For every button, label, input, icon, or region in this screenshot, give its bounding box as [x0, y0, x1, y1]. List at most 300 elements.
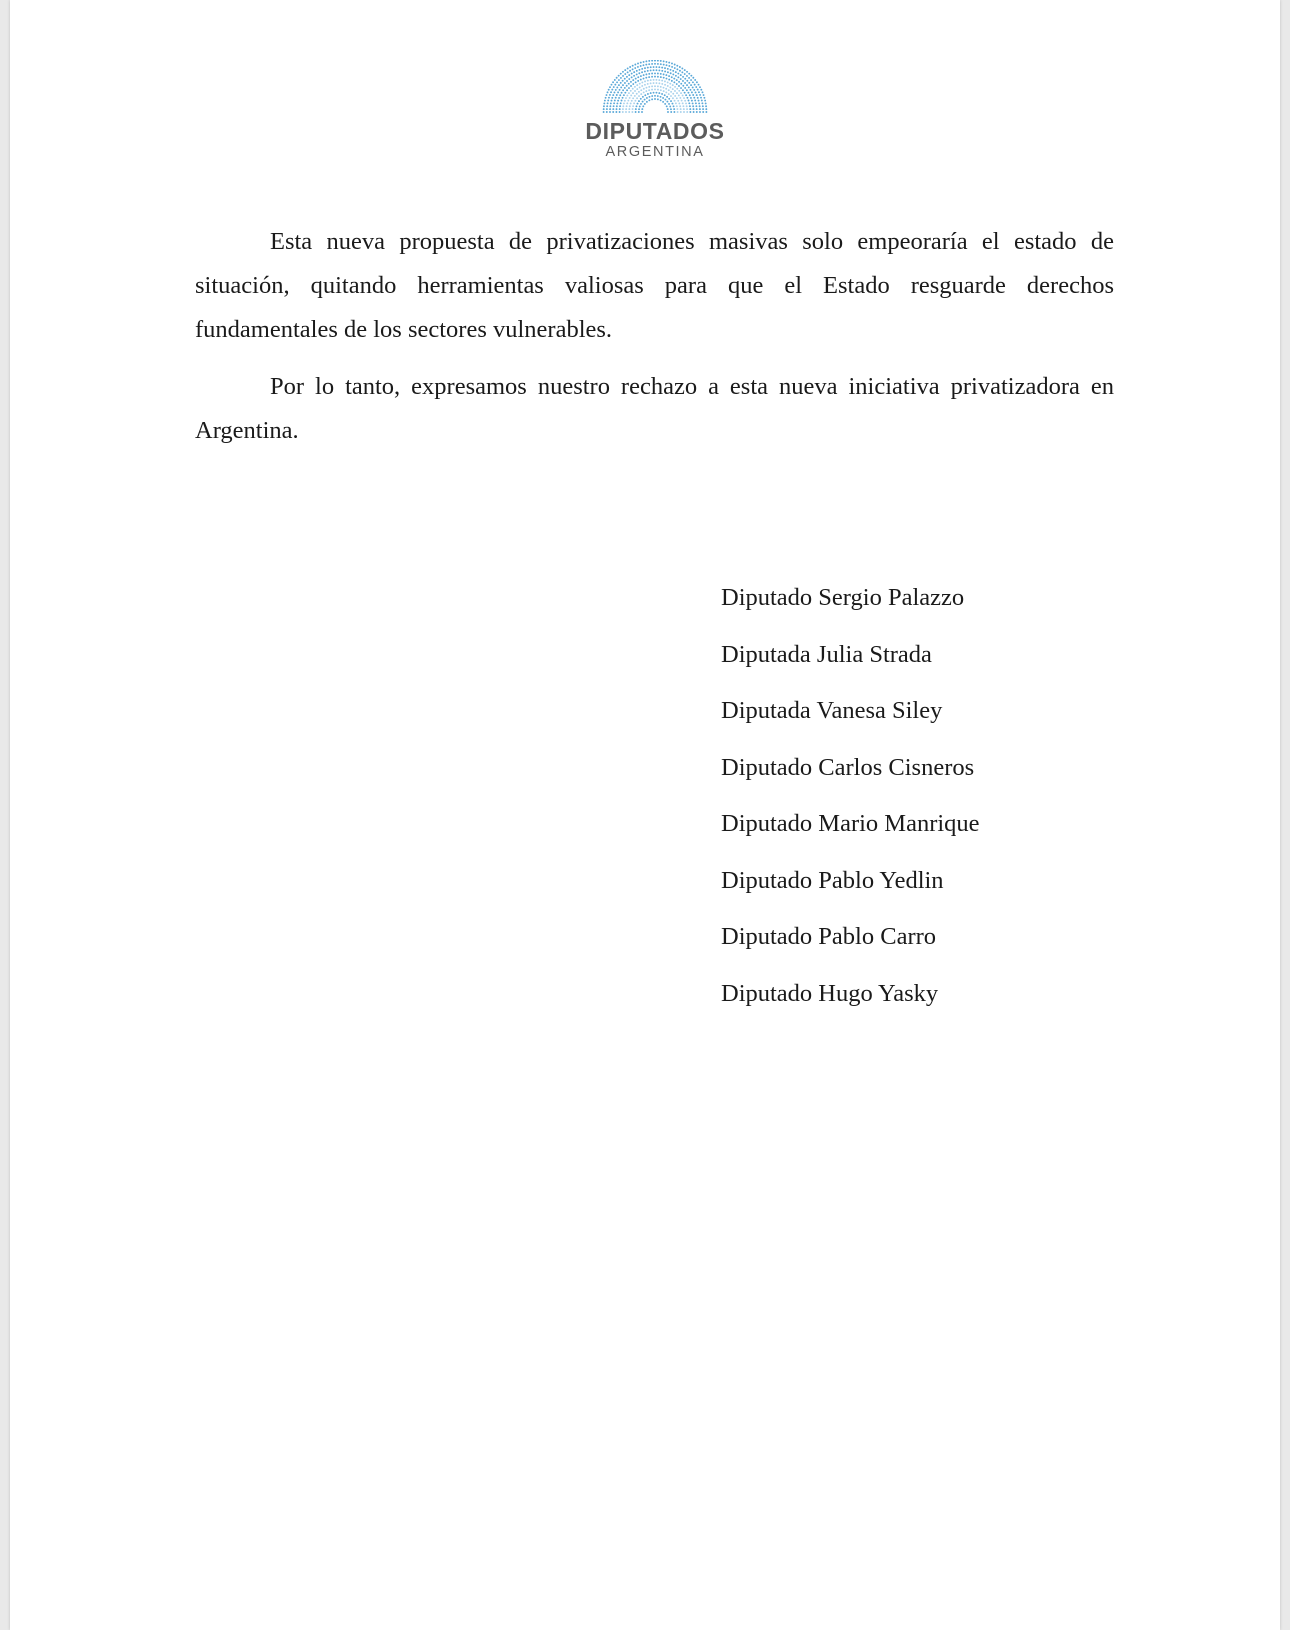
arc-dot [643, 61, 645, 63]
arc-dot [688, 73, 690, 75]
arc-dot [648, 99, 650, 101]
arc-dot [660, 73, 662, 75]
arc-dot [649, 96, 651, 98]
signature: Diputado Carlos Cisneros [721, 753, 975, 781]
paragraph: Esta nueva propuesta de privatizaciones masivas solo empeoraría el estado de situación, quitando herramientas valiosas para que el Estado resguarde derechos fundamentales de los sectores vulnerables. [195, 228, 1114, 343]
arc-dot [660, 76, 662, 78]
arc-dot [650, 69, 652, 71]
arc-dot [641, 68, 643, 70]
arc-dot [660, 63, 662, 65]
arc-dot [691, 100, 693, 102]
arc-dot [629, 66, 631, 68]
arc-dot [700, 97, 702, 99]
arc-dot [628, 87, 630, 89]
arc-dot [664, 99, 666, 101]
arc-dot [607, 91, 609, 93]
arc-dot [672, 70, 674, 72]
arc-dot [678, 85, 680, 87]
arc-dot [632, 108, 634, 110]
arc-dot [616, 77, 618, 79]
arc-dot [638, 108, 640, 110]
arc-dot [676, 79, 678, 81]
arc-dot [625, 108, 627, 110]
arc-dot [672, 103, 674, 105]
arc-dot [668, 62, 670, 64]
arc-dot [672, 73, 674, 75]
arc-dot [676, 92, 678, 94]
arc-dot [684, 73, 686, 75]
arc-dot [625, 97, 627, 99]
arc-dot [674, 95, 676, 97]
arc-dot [675, 75, 677, 77]
arc-dot [640, 79, 642, 81]
arc-dot [665, 61, 667, 63]
arc-dot [683, 111, 685, 113]
arc-dot [658, 69, 660, 71]
arc-dot [643, 91, 645, 93]
arc-dot [661, 70, 663, 72]
arc-dot [616, 87, 618, 89]
arc-dot [702, 111, 704, 113]
arc-dot [634, 67, 636, 69]
arc-dot [620, 102, 622, 104]
arc-dot [684, 69, 686, 71]
arc-dot [705, 102, 707, 104]
signature: Diputado Sergio Palazzo [721, 584, 965, 611]
arc-dot [681, 71, 683, 73]
arc-dot [704, 100, 706, 102]
arc-dot [619, 94, 621, 96]
arc-dot [629, 97, 631, 99]
arc-dot [678, 103, 680, 105]
arc-dot [679, 105, 681, 107]
arc-dot [628, 83, 630, 85]
arc-dot [632, 83, 634, 85]
arc-dot [656, 69, 658, 71]
arc-dot [626, 95, 628, 97]
arc-dot [680, 111, 682, 113]
arc-dot [682, 102, 684, 104]
arc-dot [674, 64, 676, 66]
arc-dot [613, 102, 615, 104]
arc-dot [695, 105, 697, 107]
arc-dot [686, 75, 688, 77]
arc-dot [622, 97, 624, 99]
arc-dot [692, 94, 694, 96]
arc-dot [694, 79, 696, 81]
arc-dot [624, 82, 626, 84]
arc-dot [675, 71, 677, 73]
arc-dot [696, 111, 698, 113]
arc-dot [673, 78, 675, 80]
arc-dot [650, 66, 652, 68]
arc-dot [651, 95, 653, 97]
arc-dot [661, 93, 663, 95]
arc-dot [643, 64, 645, 66]
arc-dot [663, 77, 665, 79]
arc-dot [676, 108, 678, 110]
arc-dot [622, 89, 624, 91]
arc-dot [617, 100, 619, 102]
arc-dot [680, 78, 682, 80]
arc-dot [645, 73, 647, 75]
arc-dot [653, 79, 655, 81]
arc-dot [619, 105, 621, 107]
arc-dot [644, 94, 646, 96]
arc-dot [624, 92, 626, 94]
arc-dot [638, 95, 640, 97]
arc-dot [656, 82, 658, 84]
arc-dot [646, 87, 648, 89]
arc-dot [675, 102, 677, 104]
arc-dot [631, 111, 633, 113]
arc-dot [640, 75, 642, 77]
arc-dot [623, 94, 625, 96]
arc-dot [669, 83, 671, 85]
arc-dot [667, 71, 669, 73]
arc-dot [664, 94, 666, 96]
arc-dot [686, 111, 688, 113]
arc-dot [685, 102, 687, 104]
paragraph: Por lo tanto, expresamos nuestro rechazo a esta nueva iniciativa privatizadora en Argentina. [195, 373, 1114, 444]
signature: Diputado Hugo Yasky [721, 979, 939, 1007]
arc-dot [689, 108, 691, 110]
arc-dot [668, 75, 670, 77]
arc-dot [676, 97, 678, 99]
arc-dot [642, 96, 644, 98]
arc-dot [632, 68, 634, 70]
arc-dot [688, 102, 690, 104]
arc-dot [609, 108, 611, 110]
arc-dot [686, 84, 688, 86]
arc-dot [679, 70, 681, 72]
arc-dot [686, 105, 688, 107]
arc-dot [653, 82, 655, 84]
arc-dot [662, 101, 664, 103]
arc-dot [666, 64, 668, 66]
arc-dot [626, 105, 628, 107]
arc-dot [678, 90, 680, 92]
arc-dot [651, 89, 653, 91]
arc-dot [648, 60, 650, 62]
arc-dot [622, 71, 624, 73]
arc-dot [664, 70, 666, 72]
arc-dot [622, 84, 624, 86]
arc-dot [679, 66, 681, 68]
arc-dot [612, 94, 614, 96]
arc-dot [678, 94, 680, 96]
arc-dot [614, 92, 616, 94]
arc-dot [678, 81, 680, 83]
arc-dot [686, 71, 688, 73]
arc-dot [651, 63, 653, 65]
signature: Diputado Mario Manrique [721, 810, 980, 837]
arc-dot [651, 60, 653, 62]
arc-dot [640, 93, 642, 95]
arc-dot [636, 73, 638, 75]
arc-dot [639, 69, 641, 71]
signature: Diputado Pablo Yedlin [721, 866, 944, 894]
arc-dot [664, 80, 666, 82]
arc-dot [660, 89, 662, 91]
arc-dot [663, 60, 665, 62]
arc-dot [693, 111, 695, 113]
arc-dot [650, 92, 652, 94]
arc-dot [695, 86, 697, 88]
arc-dot [622, 108, 624, 110]
arc-dot [647, 83, 649, 85]
arc-dot [606, 105, 608, 107]
arc-dot [638, 91, 640, 93]
arc-dot [645, 60, 647, 62]
arc-dot [628, 74, 630, 76]
arc-dot [682, 105, 684, 107]
arc-dot [639, 106, 641, 108]
arc-dot [682, 95, 684, 97]
arc-dot [660, 60, 662, 62]
arc-dot [631, 100, 633, 102]
arc-dot [616, 105, 618, 107]
arc-dot [638, 72, 640, 74]
arc-dot [676, 65, 678, 67]
arc-dot [626, 80, 628, 82]
arc-dot [682, 85, 684, 87]
arc-dot [680, 74, 682, 76]
arc-dot [689, 105, 691, 107]
parliament-arc-icon [600, 60, 710, 114]
signature: Diputado Pablo Carro [721, 923, 937, 950]
arc-dot [690, 84, 692, 86]
arc-dot [689, 94, 691, 96]
arc-dot [671, 80, 673, 82]
logo-title: DIPUTADOS [585, 118, 725, 144]
arc-dot [647, 80, 649, 82]
arc-dot [671, 63, 673, 65]
arc-dot [615, 97, 617, 99]
arc-dot [692, 102, 694, 104]
arc-dot [633, 102, 635, 104]
arc-dot [672, 93, 674, 95]
arc-dot [698, 91, 700, 93]
arc-dot [609, 94, 611, 96]
arc-dot [654, 85, 656, 87]
signature: Diputada Vanesa Siley [721, 697, 943, 724]
arc-dot [636, 97, 638, 99]
arc-dot [680, 83, 682, 85]
arc-dot [640, 103, 642, 105]
arc-dot [658, 92, 660, 94]
arc-dot [651, 73, 653, 75]
arc-dot [634, 100, 636, 102]
arc-dot [665, 91, 667, 93]
arc-dot [615, 89, 617, 91]
arc-dot [654, 63, 656, 65]
arc-dot [663, 87, 665, 89]
arc-dot [631, 76, 633, 78]
arc-dot [628, 92, 630, 94]
arc-dot [624, 69, 626, 71]
arc-dot [702, 108, 704, 110]
arc-dot [671, 66, 673, 68]
arc-dot [654, 60, 656, 62]
arc-dot [661, 67, 663, 69]
arc-dot [684, 78, 686, 80]
arc-dot [694, 84, 696, 86]
arc-dot [648, 86, 650, 88]
arc-dot [611, 84, 613, 86]
arc-dot [699, 86, 701, 88]
arc-dot [603, 108, 605, 110]
arc-dot [624, 87, 626, 89]
arc-dot [692, 87, 694, 89]
arc-dot [624, 100, 626, 102]
arc-dot [609, 105, 611, 107]
arc-dot [628, 78, 630, 80]
arc-dot [700, 89, 702, 91]
arc-dot [626, 89, 628, 91]
arc-dot [674, 67, 676, 69]
arc-dot [664, 84, 666, 86]
arc-dot [643, 78, 645, 80]
arc-dot [657, 63, 659, 65]
arc-dot [690, 75, 692, 77]
arc-dot [610, 91, 612, 93]
arc-dot [630, 90, 632, 92]
arc-dot [683, 97, 685, 99]
arc-dot [657, 95, 659, 97]
arc-dot [653, 69, 655, 71]
arc-dot [668, 98, 670, 100]
arc-dot [622, 75, 624, 77]
arc-dot [698, 100, 700, 102]
arc-dot [603, 102, 605, 104]
arc-dot [676, 68, 678, 70]
arc-dot [701, 102, 703, 104]
arc-dot [655, 79, 657, 81]
arc-dot [618, 84, 620, 86]
arc-dot [680, 92, 682, 94]
arc-dot [657, 85, 659, 87]
arc-dot [701, 100, 703, 102]
arc-dot [657, 60, 659, 62]
arc-dot [639, 83, 641, 85]
arc-dot [611, 100, 613, 102]
arc-dot [632, 79, 634, 81]
arc-dot [692, 105, 694, 107]
arc-dot [635, 111, 637, 113]
arc-dot [626, 102, 628, 104]
arc-dot [612, 108, 614, 110]
arc-dot [632, 97, 634, 99]
arc-dot [705, 111, 707, 113]
arc-dot [644, 70, 646, 72]
arc-dot [630, 81, 632, 83]
arc-dot [634, 86, 636, 88]
arc-dot [644, 99, 646, 101]
document-page [10, 0, 1280, 1630]
arc-dot [666, 78, 668, 80]
arc-dot [624, 78, 626, 80]
arc-dot [605, 97, 607, 99]
arc-dot [637, 76, 639, 78]
arc-dot [690, 97, 692, 99]
arc-dot [620, 73, 622, 75]
arc-dot [679, 97, 681, 99]
arc-dot [645, 90, 647, 92]
arc-dot [654, 98, 656, 100]
arc-dot [651, 98, 653, 100]
arc-dot [648, 63, 650, 65]
arc-dot [618, 79, 620, 81]
arc-dot [603, 111, 605, 113]
arc-dot [646, 97, 648, 99]
arc-dot [625, 111, 627, 113]
arc-dot [609, 111, 611, 113]
arc-dot [654, 76, 656, 78]
arc-dot [620, 82, 622, 84]
arc-dot [693, 108, 695, 110]
arc-dot [685, 94, 687, 96]
arc-dot [644, 103, 646, 105]
arc-dot [627, 100, 629, 102]
arc-dot [606, 94, 608, 96]
arc-dot [693, 97, 695, 99]
signature: Diputada Julia Strada [721, 640, 932, 668]
arc-dot [616, 102, 618, 104]
arc-dot [653, 92, 655, 94]
arc-dot [702, 91, 704, 93]
arc-dot [633, 75, 635, 77]
arc-dot [634, 64, 636, 66]
arc-dot [666, 101, 668, 103]
signature-list [721, 580, 980, 1032]
arc-dot [670, 100, 672, 102]
arc-dot [647, 93, 649, 95]
arc-dot [677, 73, 679, 75]
arc-dot [621, 100, 623, 102]
arc-dot [667, 85, 669, 87]
arc-dot [608, 97, 610, 99]
arc-dot [653, 66, 655, 68]
arc-dot [693, 89, 695, 91]
arc-dot [636, 105, 638, 107]
arc-dot [620, 86, 622, 88]
arc-dot [627, 71, 629, 73]
arc-dot [630, 94, 632, 96]
arc-dot [703, 94, 705, 96]
arc-dot [627, 68, 629, 70]
arc-dot [671, 76, 673, 78]
arc-dot [682, 89, 684, 91]
arc-dot [673, 81, 675, 83]
arc-dot [635, 78, 637, 80]
arc-dot [677, 111, 679, 113]
arc-dot [692, 77, 694, 79]
arc-dot [695, 102, 697, 104]
arc-dot [624, 73, 626, 75]
arc-dot [628, 108, 630, 110]
arc-dot [606, 108, 608, 110]
arc-dot [623, 102, 625, 104]
arc-dot [690, 89, 692, 91]
arc-dot [660, 86, 662, 88]
arc-dot [696, 94, 698, 96]
letter-body [195, 220, 1114, 466]
arc-dot [647, 70, 649, 72]
arc-dot [669, 106, 671, 108]
arc-dot [636, 84, 638, 86]
arc-dot [686, 108, 688, 110]
